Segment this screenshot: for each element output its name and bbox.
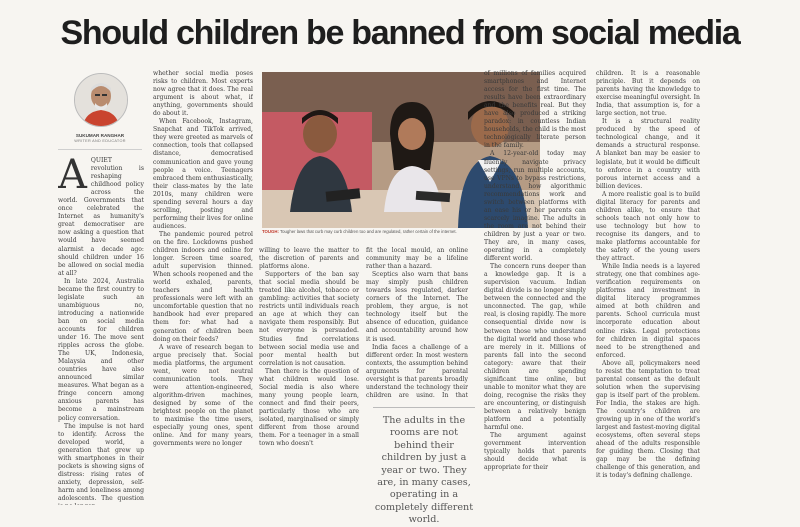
paragraph: Then there is the question of what children would lose. Social media is also where many young people learn, connect and find their peers, particularly those who are isolated, marginalised or simply different from those around them. For a teenager in a small town who doesn't xyxy=(259,367,359,448)
pull-quote: The adults in the rooms are not behind their children by just a year or two. They are, in many cases, operating in a completely different world. xyxy=(374,415,474,526)
paragraph: A 12-year-old today may fluently navigate privacy settings, run multiple accounts, use VPNs to bypass restrictions, understand how algorithmic recommendations work and switch between platforms with an ease his or her parents can scarcely imagine. The adults in the room are not behind their children by just a year or two. They are, in many cases, operating in a completely different world. xyxy=(484,150,586,263)
drop-cap: A xyxy=(58,157,87,198)
author-role: WRITER AND EDUCATOR xyxy=(74,139,126,143)
paragraph: It is a structural reality produced by the speed of technological change, and it demands a structural response. A blanket ban may be easier to legislate, but it would be difficult to enforce in a country with porous internet access and a billion devices. xyxy=(596,118,700,190)
headline: Should children be banned from social media xyxy=(60,14,740,52)
author-photo xyxy=(74,73,128,127)
article-column-6 xyxy=(596,70,700,505)
paragraph: The impulse is not hard to identify. Across the developed world, a generation that grew up with smartphones in their pockets is showing signs of distress: rising rates of anxiety, depression, self-harm and loneliness among adolescents. The question xyxy=(58,422,144,502)
paragraph: Sceptics also warn that bans may simply push children towards less regulated, darker corners of the Internet. The problem, they argue, is not technology itself but the absence of education, guidance and accountability around how it is used. xyxy=(366,271,468,343)
paragraph: The argument against government intervention typically holds that parents should decide what is appropriate for their xyxy=(484,432,586,472)
paragraph: India faces a challenge of a different order. In most western contexts, the assumption behind arguments for parental oversight is that parents broadly understand the technology their children are using. In that xyxy=(366,343,468,397)
paragraph: children. It is a reasonable principle. But it depends on parents having the knowledge to exercise meaningful oversight. In India, that assumption is, for a large section, not true. xyxy=(596,70,700,118)
article-column-4 xyxy=(366,247,468,397)
paragraph: The concern runs deeper than a knowledge gap. It is a supervision vacuum. Indian digital divide is no longer simply between the connected and the unconnected. The gap, while real, is closing rapidly. The more consequential divide now is between those who understand the digital world and those who are merely in it. Millions of parents fall into the second category: aware that their children are spending significant time online, but unable to monitor what they are doing, recognise the risks they are encountering, or distinguish between a relatively benign platform and a potentially harmful one. xyxy=(484,263,586,432)
article-column-2 xyxy=(153,70,253,505)
paragraph: Above all, policymakers need to resist the temptation to treat parental consent as the default solution when the supervising gap is itself part of the problem. For India, the stakes are high. The country's children are growing up in one of the world's largest and fastest-moving digital ecosystems, often several steps ahead of the adults responsible for guiding them. Closing that gap may be the defining challenge of this generation, and it is today's defining challenge. xyxy=(596,359,700,480)
paragraph: whether social media poses risks to children. Most experts now agree that it does. The real argument is about what, if anything, governments should do about it. xyxy=(153,70,253,118)
paragraph: Supporters of the ban say that social media should be treated like alcohol, tobacco or gambling: activities that society restricts until individuals reach an age at which they can navigate them responsibly. But not everyone is persuaded. Studies find correlations between social media use and poor mental health but correlation is not causation. xyxy=(259,271,359,367)
author-name: SUKUMAR RANGHAR xyxy=(75,133,125,138)
caption-tag: TOUGH: xyxy=(262,229,279,234)
caption-text: Tougher laws that curb may curb children too and are regulated, rather certain of the internet. xyxy=(280,229,457,234)
pull-quote-divider xyxy=(373,407,475,408)
author-divider xyxy=(58,149,142,150)
paragraph: QUIET revolution is reshaping childhood policy across the world. Governments that once celebrated the Internet as humanity's great democratiser are now asking a question that would have seemed alarmist a decade ago: should children under 16 be allowed on social media at all? xyxy=(58,157,144,277)
paragraph: The pandemic poured petrol on the fire. Lockdowns pushed children indoors and online for longer. Screen time soared, adult supervision thinned. When schools reopened and the world exhaled, parents, teachers and health professionals were left with an uncomfortable question that no handbook had ever prepared them for: what had a generation of children been doing on their feeds? xyxy=(153,230,253,343)
paragraph: of millions of families acquired smartphones and Internet access for the first time. The results have been extraordinary and the benefits real. But they have also produced a striking paradox: in countless Indian households, the child is the most technologically literate person in the family. xyxy=(484,70,586,150)
article-column-1 xyxy=(58,157,144,505)
paragraph: A wave of research began to argue precisely that. Social media platforms, the argument went, were not neutral communication tools. They were attention-engineered, algorithm-driven machines, designed by some of the brightest people on the planet to maximise the time users, especially young ones, spent online. And for many years, governments were no longer xyxy=(153,343,253,448)
paragraph: willing to leave the matter to the discretion of parents and platforms alone. xyxy=(259,247,359,271)
paragraph: While India needs is a layered strategy, one that combines age-verification requirements on platforms and investment in digital literacy programmes aimed at both children and parents. School curricula must incorporate education about online risks. Legal protections for children in digital spaces need to be strengthened and enforced. xyxy=(596,263,700,359)
paragraph: fit the local mould, an online community may be a lifeline rather than a hazard. xyxy=(366,247,468,271)
paragraph: In late 2024, Australia became the first country to legislate such an unambiguous no, introducing a nationwide ban on social media accounts for children under 16. The move sent ripples across the globe. The UK, Indonesia, Malaysia and other countries have also announced similar measures. What began as a fringe concern among anxious parents has become a mainstream policy conversation. xyxy=(58,277,144,422)
article-column-5 xyxy=(484,70,586,505)
paragraph: When Facebook, Instagram, Snapchat and TikTok arrived, they were greeted as marvels of connection, tools that collapsed distance, democratised communication and gave young people a voice. Teenagers embraced them enthusiastically, their class-mates by the late 2010s, many children were spending several hours a day scrolling, posting and performing their lives for online audiences. xyxy=(153,118,253,230)
article-column-3 xyxy=(259,247,359,505)
paragraph: A more realistic goal is to build digital literacy for parents and children alike, to ensure that schools teach not only how to use technology but how to recognise its dangers, and to make platforms accountable for the safety of the young users they attract. xyxy=(596,190,700,263)
